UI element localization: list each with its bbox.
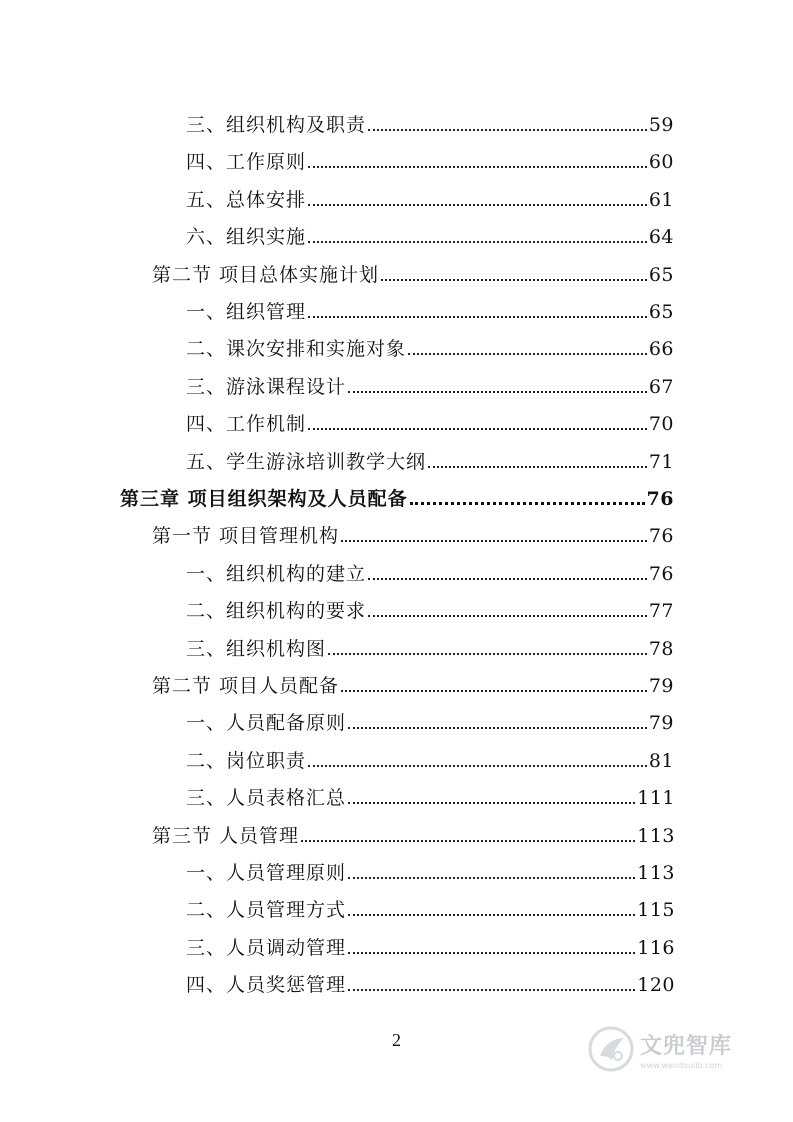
toc-item-entry[interactable] — [186, 443, 674, 473]
toc-item-entry[interactable] — [186, 704, 674, 734]
watermark-url: www.wendoulib.com — [640, 1060, 723, 1070]
toc-entry-page: 79 — [648, 675, 674, 697]
toc-dot-leader — [308, 241, 647, 243]
toc-entry-label: 第二节 项目人员配备 — [152, 675, 340, 697]
toc-entry-page: 70 — [648, 413, 674, 436]
toc-entry-page: 65 — [648, 263, 674, 286]
toc-section-entry[interactable] — [152, 817, 675, 847]
toc-entry-page: 115 — [637, 899, 675, 922]
page-number: 2 — [392, 1030, 401, 1050]
toc-chapter-entry[interactable] — [120, 480, 674, 510]
toc-entry-label: 第二节 项目总体实施计划 — [152, 263, 380, 286]
toc-entry-page: 59 — [648, 114, 674, 136]
toc-entry-label: 四、工作机制 — [186, 413, 307, 436]
toc-item-entry[interactable] — [186, 779, 675, 809]
toc-dot-leader — [308, 166, 647, 168]
toc-entry-label: 一、组织管理 — [186, 301, 307, 323]
toc-dot-leader — [368, 129, 647, 131]
toc-dot-leader — [428, 466, 647, 468]
toc-dot-leader — [301, 840, 635, 842]
toc-entry-label: 三、组织机构图 — [186, 637, 327, 660]
toc-entry-label: 三、游泳课程设计 — [186, 375, 347, 398]
toc-dot-leader — [348, 989, 635, 991]
toc-entry-page: 79 — [648, 712, 674, 735]
toc-entry-label: 五、学生游泳培训教学大纲 — [186, 450, 427, 473]
toc-dot-leader — [328, 653, 647, 655]
toc-item-entry[interactable] — [186, 929, 675, 959]
toc-dot-leader — [308, 428, 647, 430]
toc-dot-leader — [341, 690, 647, 692]
toc-entry-label: 三、组织机构及职责 — [186, 114, 367, 136]
toc-entry-page: 78 — [648, 637, 674, 660]
toc-dot-leader — [408, 353, 647, 355]
toc-entry-label: 六、组织实施 — [186, 226, 307, 249]
toc-entry-page: 65 — [648, 301, 674, 323]
toc-entry-page: 113 — [637, 824, 675, 847]
toc-item-entry[interactable] — [186, 218, 674, 248]
toc-entry-page: 61 — [648, 188, 674, 211]
toc-entry-page: 120 — [637, 974, 675, 997]
toc-item-entry[interactable] — [186, 891, 675, 921]
toc-entry-label: 二、组织机构的要求 — [186, 600, 367, 623]
toc-entry-page: 77 — [648, 600, 674, 623]
toc-entry-label: 一、人员配备原则 — [186, 712, 347, 735]
toc-entry-page: 113 — [637, 862, 675, 884]
toc-section-entry[interactable] — [152, 256, 674, 286]
toc-item-entry[interactable] — [186, 368, 674, 398]
toc-dot-leader — [348, 914, 635, 916]
watermark — [588, 1019, 778, 1079]
toc-item-entry[interactable] — [186, 330, 674, 360]
toc-entry-label: 第一节 项目管理机构 — [152, 525, 340, 548]
toc-item-entry[interactable] — [186, 592, 674, 622]
toc-dot-leader — [348, 952, 635, 954]
toc-entry-label: 一、人员管理原则 — [186, 862, 347, 884]
toc-entry-label: 三、人员表格汇总 — [186, 787, 347, 810]
toc-dot-leader — [410, 502, 645, 505]
toc-item-entry[interactable] — [186, 143, 674, 173]
toc-item-entry[interactable] — [186, 293, 674, 323]
toc-entry-page: 116 — [637, 936, 675, 959]
toc-entry-label: 第三章 项目组织架构及人员配备 — [120, 488, 408, 510]
toc-dot-leader — [308, 204, 647, 206]
toc-dot-leader — [348, 802, 635, 804]
toc-entry-label: 五、总体安排 — [186, 188, 307, 211]
toc-entry-page: 76 — [648, 562, 674, 585]
toc-dot-leader — [341, 540, 647, 542]
toc-entry-page: 81 — [648, 749, 674, 772]
toc-item-entry[interactable] — [186, 555, 674, 585]
toc-item-entry[interactable] — [186, 966, 675, 996]
toc-dot-leader — [368, 615, 647, 617]
toc-entry-page: 66 — [648, 338, 674, 361]
toc-section-entry[interactable] — [152, 517, 674, 547]
toc-section-entry[interactable] — [152, 667, 674, 697]
toc-item-entry[interactable] — [186, 854, 675, 884]
wendou-logo-icon — [588, 1026, 634, 1072]
toc-entry-page: 60 — [648, 151, 674, 174]
toc-dot-leader — [381, 279, 647, 281]
toc-dot-leader — [348, 727, 647, 729]
toc-dot-leader — [348, 877, 635, 879]
toc-entry-page: 71 — [648, 450, 674, 473]
toc-item-entry[interactable] — [186, 742, 674, 772]
toc-entry-page: 76 — [648, 525, 674, 548]
toc-entry-label: 二、岗位职责 — [186, 749, 307, 772]
toc-entry-page: 111 — [637, 787, 675, 810]
toc-entry-label: 一、组织机构的建立 — [186, 562, 367, 585]
toc-dot-leader — [348, 391, 647, 393]
toc-dot-leader — [308, 765, 647, 767]
toc-dot-leader — [368, 578, 647, 580]
toc-dot-leader — [308, 316, 647, 318]
toc-entry-page: 76 — [646, 488, 674, 510]
toc-item-entry[interactable] — [186, 405, 674, 435]
toc-entry-label: 四、人员奖惩管理 — [186, 974, 347, 997]
toc-entry-label: 第三节 人员管理 — [152, 824, 300, 847]
toc-item-entry[interactable] — [186, 630, 674, 660]
toc-entry-page: 67 — [648, 375, 674, 398]
toc-entry-label: 二、人员管理方式 — [186, 899, 347, 922]
toc-entry-label: 四、工作原则 — [186, 151, 307, 174]
toc-entry-page: 64 — [648, 226, 674, 249]
toc-item-entry[interactable] — [186, 181, 674, 211]
toc-entry-label: 三、人员调动管理 — [186, 936, 347, 959]
watermark-name: 文兜智库 — [640, 1033, 733, 1059]
toc-entry-label: 二、课次安排和实施对象 — [186, 338, 407, 361]
toc-item-entry[interactable] — [186, 106, 674, 136]
